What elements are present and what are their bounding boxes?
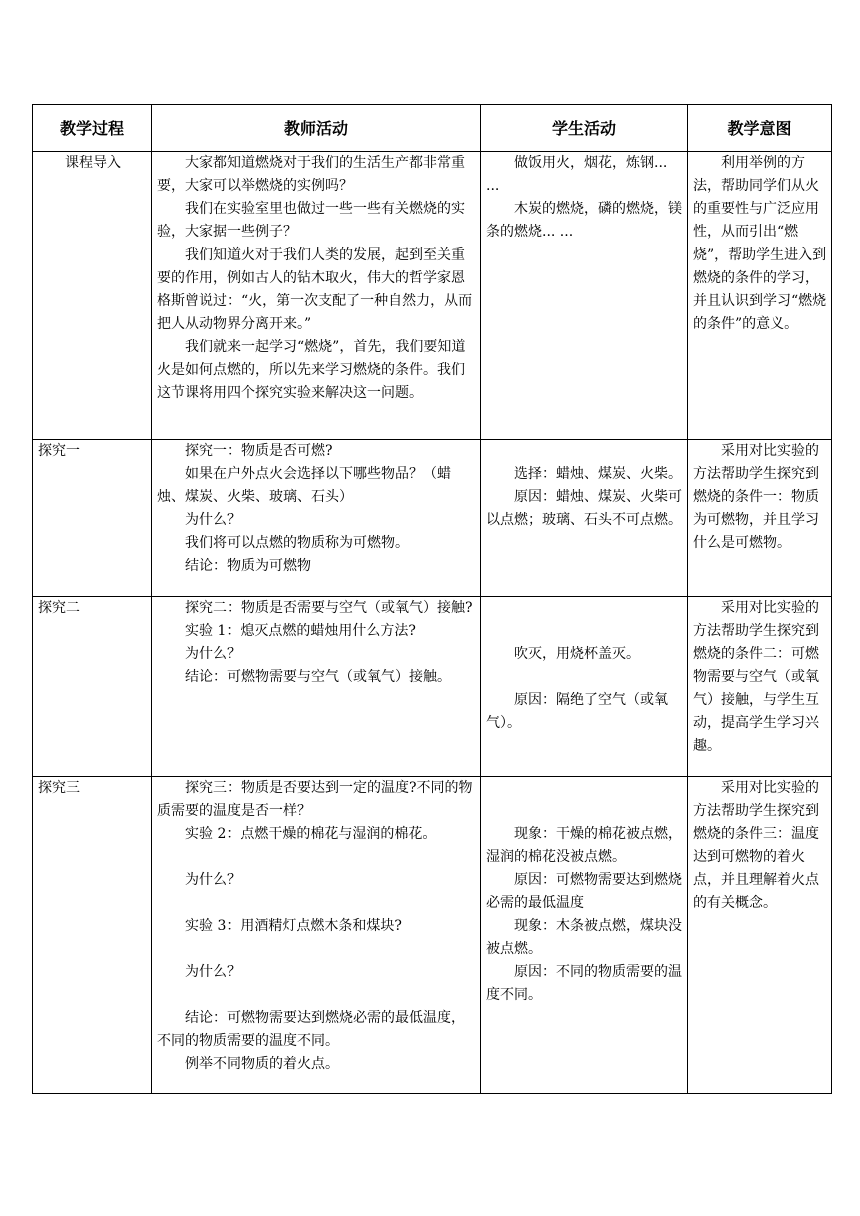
header-teacher-activity: 教师活动 [152, 105, 481, 152]
table-row [33, 777, 832, 1094]
teacher-activity-cell [152, 152, 481, 440]
student-paragraph: 现象：木条被点燃，煤块没被点燃。 [486, 918, 682, 957]
intent-cell [688, 440, 832, 597]
student-paragraph: 选择：蜡烛、煤炭、火柴。 [514, 466, 682, 482]
teacher-paragraph: 结论：物质为可燃物 [185, 558, 311, 574]
teacher-paragraph: 探究三：物质是否要达到一定的温度?不同的物质需要的温度是否一样？ [157, 780, 473, 819]
teacher-paragraph: 如果在户外点火会选择以下哪些物品？（蜡烛、煤炭、火柴、玻璃、石头） [157, 466, 451, 505]
student-activity-cell [481, 152, 688, 440]
intent-paragraph: 采用对比实验的方法帮助学生探究到燃烧的条件三：温度达到可燃物的着火点，并且理解着火点的有关概念。 [693, 780, 819, 911]
teacher-paragraph: 为什么？ [185, 872, 241, 888]
teacher-paragraph: 为什么？ [185, 512, 241, 528]
table-row [33, 597, 832, 777]
teacher-paragraph: 大家都知道燃烧对于我们的生活生产都非常重要，大家可以举燃烧的实例吗？ [157, 155, 465, 194]
teacher-paragraph: 我们在实验室里也做过一些一些有关燃烧的实验，大家据一些例子？ [157, 201, 465, 240]
student-paragraph: 原因：不同的物质需要的温度不同。 [486, 964, 682, 1003]
intent-cell [688, 597, 832, 777]
stage-cell: 探究三 [33, 777, 152, 1094]
student-paragraph: 原因：可燃物需要达到燃烧必需的最低温度 [486, 872, 682, 911]
header-process: 教学过程 [33, 105, 152, 152]
student-paragraph: 原因：蜡烛、煤炭、火柴可以点燃；玻璃、石头不可点燃。 [486, 489, 682, 528]
student-paragraph: 现象：干燥的棉花被点燃，湿润的棉花没被点燃。 [486, 826, 682, 865]
intent-cell [688, 777, 832, 1094]
teacher-activity-cell [152, 440, 481, 597]
teacher-paragraph: 结论：可燃物需要达到燃烧必需的最低温度，不同的物质需要的温度不同。 [157, 1010, 465, 1049]
student-activity-cell [481, 440, 688, 597]
stage-cell: 探究一 [33, 440, 152, 597]
student-paragraph: 木炭的燃烧，磷的燃烧，镁条的燃烧... ... [486, 201, 682, 240]
teacher-paragraph: 探究一：物质是否可燃? [185, 443, 333, 459]
teacher-paragraph: 我们知道火对于我们人类的发展，起到至关重要的作用，例如古人的钻木取火，伟大的哲学家恩格斯曾说过：“火，第一次支配了一种自然力，从而把人从动物界分离开来。” [157, 247, 473, 332]
intent-paragraph: 采用对比实验的方法帮助学生探究到燃烧的条件二：可燃物需要与空气（或氧气）接触，与学生互动，提高学生学习兴趣。 [693, 600, 819, 754]
student-activity-cell [481, 777, 688, 1094]
student-paragraph: 做饭用火，烟花，炼钢... ... [486, 155, 668, 194]
header-student-activity: 学生活动 [481, 105, 688, 152]
teacher-paragraph: 为什么？ [185, 646, 241, 662]
teacher-paragraph: 我们将可以点燃的物质称为可燃物。 [185, 535, 409, 551]
teacher-paragraph: 为什么？ [185, 964, 241, 980]
teacher-activity-cell [152, 597, 481, 777]
teacher-paragraph: 探究二：物质是否需要与空气（或氧气）接触? [185, 600, 473, 616]
teacher-paragraph: 实验 3：用酒精灯点燃木条和煤块? [185, 918, 402, 934]
intent-paragraph: 采用对比实验的方法帮助学生探究到燃烧的条件一：物质为可燃物，并且学习什么是可燃物。 [693, 443, 819, 551]
table-header-row [33, 105, 832, 152]
teacher-paragraph: 例举不同物质的着火点。 [185, 1056, 339, 1072]
stage-cell: 探究二 [33, 597, 152, 777]
teacher-paragraph: 实验 1：熄灭点燃的蜡烛用什么方法? [185, 623, 416, 639]
header-intent: 教学意图 [688, 105, 832, 152]
table-row [33, 152, 832, 440]
stage-cell: 课程导入 [33, 152, 152, 440]
intent-paragraph: 利用举例的方法，帮助同学们从火的重要性与广泛应用性，从而引出“燃烧”，帮助学生进入到燃烧的条件的学习，并且认识到学习“燃烧的条件”的意义。 [693, 155, 827, 332]
teacher-paragraph: 实验 2：点燃干燥的棉花与湿润的棉花。 [185, 826, 437, 842]
lesson-plan-table [32, 104, 832, 1094]
teacher-activity-cell [152, 777, 481, 1094]
table-row [33, 440, 832, 597]
teacher-paragraph: 结论：可燃物需要与空气（或氧气）接触。 [185, 669, 451, 685]
teacher-paragraph: 我们就来一起学习“燃烧”，首先，我们要知道火是如何点燃的，所以先来学习燃烧的条件。我们这节课将用四个探究实验来解决这一问题。 [157, 339, 466, 401]
intent-cell [688, 152, 832, 440]
student-activity-cell [481, 597, 688, 777]
student-paragraph: 吹灭，用烧杯盖灭。 [514, 646, 640, 662]
student-paragraph: 原因：隔绝了空气（或氧气）。 [486, 692, 668, 731]
